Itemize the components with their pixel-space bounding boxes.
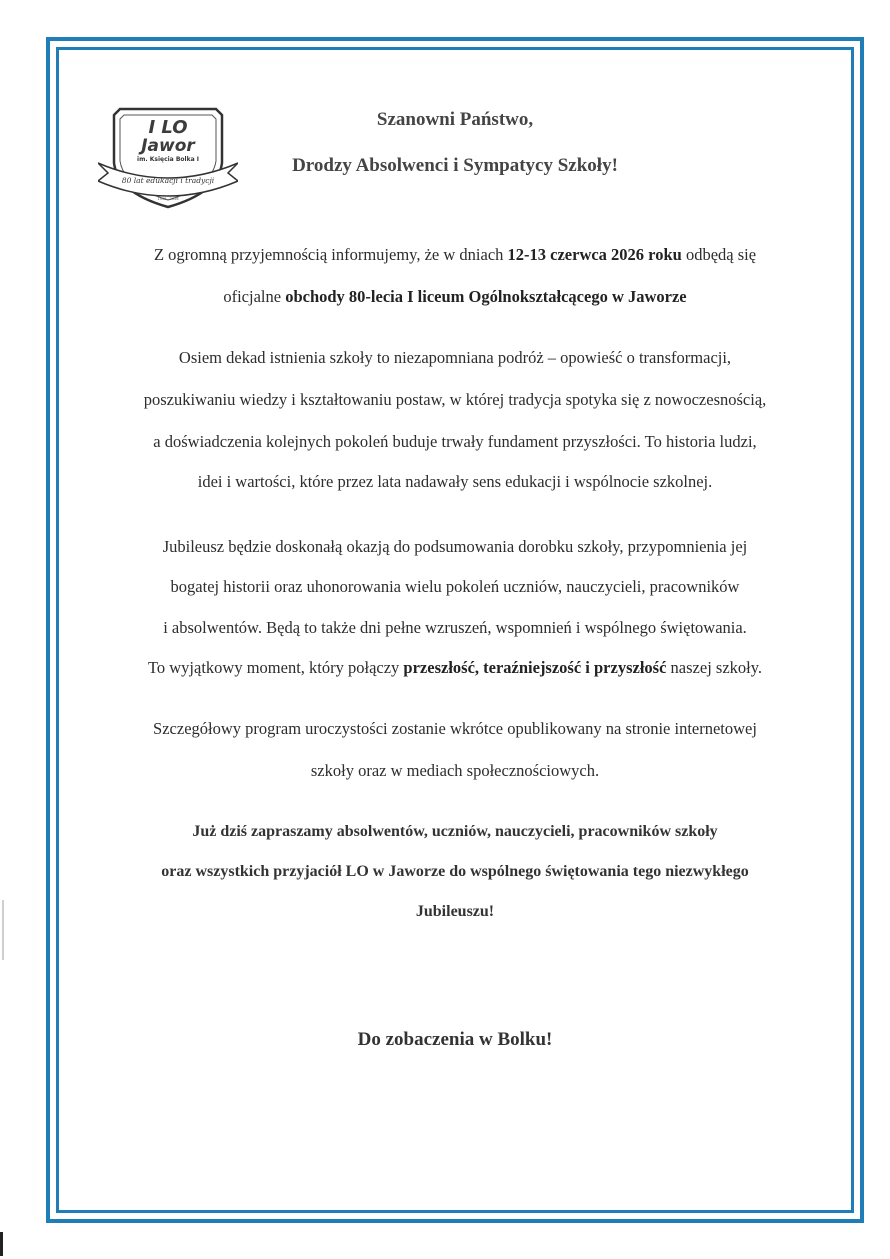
logo-line1: I LO [148, 117, 188, 138]
intro-text: Z ogromną przyjemnością informujemy, że w dniach [153, 245, 508, 264]
para2-line: idei i wartości, które przez lata nadawały sens edukacji i wspólnocie szkolnej. [197, 472, 713, 491]
logo-years: 1946 - 2026 [157, 197, 179, 201]
greeting-line2: Drodzy Absolwenci i Sympatycy Szkoły! [292, 155, 618, 176]
intro-line1 [60, 245, 850, 265]
para3-line-last [60, 658, 850, 678]
para4-line: szkoły oraz w mediach społecznościowych. [310, 761, 600, 780]
event-dates: 12-13 czerwca 2026 roku [507, 245, 682, 264]
signoff: Do zobaczenia w Bolku! [357, 1029, 553, 1050]
scan-artifact [0, 1232, 3, 1256]
intro-text: odbędą się [681, 245, 757, 264]
scan-artifact [2, 900, 4, 960]
para2-line: poszukiwaniu wiedzy i kształtowaniu postaw, w której tradycja spotyka się z nowoczesnością, [143, 390, 767, 409]
logo-ribbon: 80 lat edukacji i tradycji [121, 176, 215, 185]
intro-text: oficjalne [223, 287, 286, 306]
para2-line: Osiem dekad istnienia szkoły to niezapomniana podróż – opowieść o transformacji, [178, 348, 732, 367]
intro-line2 [60, 287, 850, 307]
para3-text: To wyjątkowy moment, który połączy [147, 658, 404, 677]
para3-line: Jubileusz będzie doskonałą okazją do podsumowania dorobku szkoły, przypomnienia jej [162, 537, 748, 556]
para4-line: Szczegółowy program uroczystości zostanie wkrótce opublikowany na stronie internetowej [153, 719, 757, 738]
letter-content [60, 51, 850, 1209]
para3-line: i absolwentów. Będą to także dni pełne wzruszeń, wspomnień i wspólnego świętowania. [163, 618, 747, 637]
closing-line: Już dziś zapraszamy absolwentów, uczniów, nauczycieli, pracowników szkoły [192, 823, 718, 840]
closing-line: Jubileuszu! [415, 903, 495, 920]
para3-line: bogatej historii oraz uhonorowania wielu pokoleń uczniów, nauczycieli, pracowników [170, 577, 740, 596]
para2-line: a doświadczenia kolejnych pokoleń buduje trwały fundament przyszłości. To historia ludzi, [153, 432, 757, 451]
closing-line: oraz wszystkich przyjaciół LO w Jaworze do wspólnego świętowania tego niezwykłego [161, 863, 749, 880]
logo-line2: Jawor [141, 136, 195, 156]
highlight-text: przeszłość, teraźniejszość i przyszłość [403, 658, 667, 677]
event-name: obchody 80-lecia I liceum Ogólnokształcącego w Jaworze [285, 287, 687, 306]
para3-text: naszej szkoły. [666, 658, 763, 677]
logo-line3: im. Księcia Bolka I [137, 156, 199, 163]
greeting-line1: Szanowni Państwo, [376, 109, 534, 130]
